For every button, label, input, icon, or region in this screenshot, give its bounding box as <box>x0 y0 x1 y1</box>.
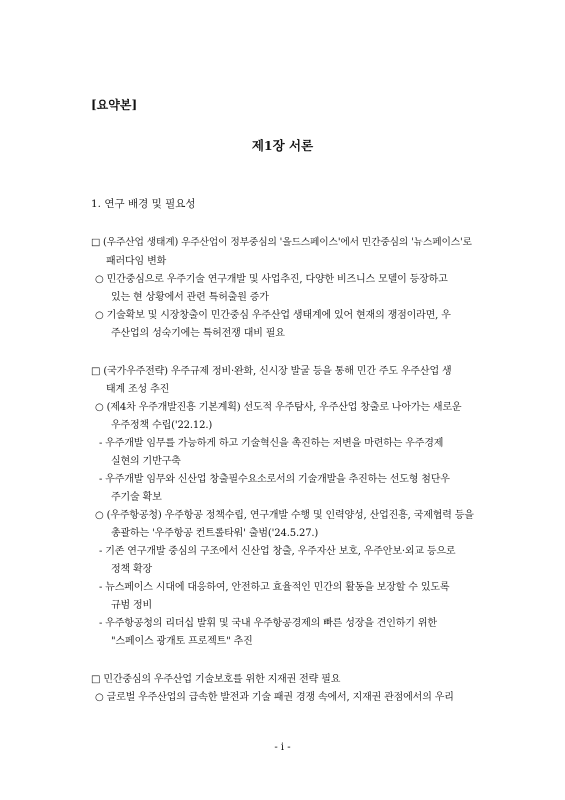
text-line: 주산업의 성숙기에는 특허전쟁 대비 필요 <box>111 328 285 339</box>
text-line: 주기술 확보 <box>111 492 162 503</box>
text-line: 태계 조성 추진 <box>106 384 170 395</box>
text-line: - 우주항공청의 리더십 발휘 및 국내 우주항공경제의 빠른 성장을 견인하기 위한 <box>99 618 437 629</box>
summary-label: [요약본] <box>91 98 138 112</box>
text-line: ○ (우주항공청) 우주항공 정책수립, 연구개발 수행 및 인력양성, 산업진흥, 국제협력 등을 <box>95 510 474 521</box>
text-line: ○ 민간중심으로 우주기술 연구개발 및 사업추진, 다양한 비즈니스 모델이 등장하고 <box>95 274 448 285</box>
text-line: 정책 확장 <box>111 564 153 575</box>
text-line: - 뉴스페이스 시대에 대응하여, 안전하고 효율적인 민간의 활동을 보장할 수 있도록 <box>99 582 450 593</box>
text-line: 규범 정비 <box>111 600 153 611</box>
text-line: ○ 기술확보 및 시장창출이 민간중심 우주산업 생태계에 있어 현재의 쟁점이라면, 우 <box>95 310 451 321</box>
text-line: ○ 글로벌 우주산업의 급속한 발전과 기술 패권 경쟁 속에서, 지재권 관점에서의 우리 <box>95 692 454 703</box>
text-line: 있는 현 상황에서 관련 특허출원 증가 <box>111 292 269 303</box>
text-line: 총괄하는 '우주항공 컨트롤타워' 출범('24.5.27.) <box>111 528 319 539</box>
text-line: "스페이스 광개토 프로젝트" 추진 <box>111 636 253 647</box>
text-line: □ (우주산업 생태계) 우주산업이 정부중심의 '올드스페이스'에서 민간중심의 '뉴스페이스'로 <box>91 237 472 248</box>
text-line: - 우주개발 임무를 가능하게 하고 기술혁신을 촉진하는 저변을 마련하는 우주경제 <box>99 438 444 449</box>
text-line: 패러다임 변화 <box>106 256 167 267</box>
chapter-title: 제1장 서론 <box>251 138 314 153</box>
text-line: - 우주개발 임무와 신산업 창출필수요소로서의 기술개발을 추진하는 선도형 첨단우 <box>99 474 450 485</box>
page-number: - i - <box>274 742 291 753</box>
text-line: 실현의 기반구축 <box>111 456 181 467</box>
text-line: □ (국가우주전략) 우주규제 정비·완화, 신시장 발굴 등을 통해 민간 주도 우주산업 생 <box>91 366 452 377</box>
section-heading: 1. 연구 배경 및 필요성 <box>91 198 196 210</box>
text-line: ○ (제4차 우주개발진흥 기본계획) 선도적 우주탐사, 우주산업 창출로 나아가는 새로운 <box>95 402 462 413</box>
text-line: 우주정책 수립('22.12.) <box>111 420 213 431</box>
text-line: - 기존 연구개발 중심의 구조에서 신산업 창출, 우주자산 보호, 우주안보·외교 등으로 <box>99 546 456 557</box>
text-line: □ 민간중심의 우주산업 기술보호를 위한 지재권 전략 필요 <box>91 674 341 685</box>
